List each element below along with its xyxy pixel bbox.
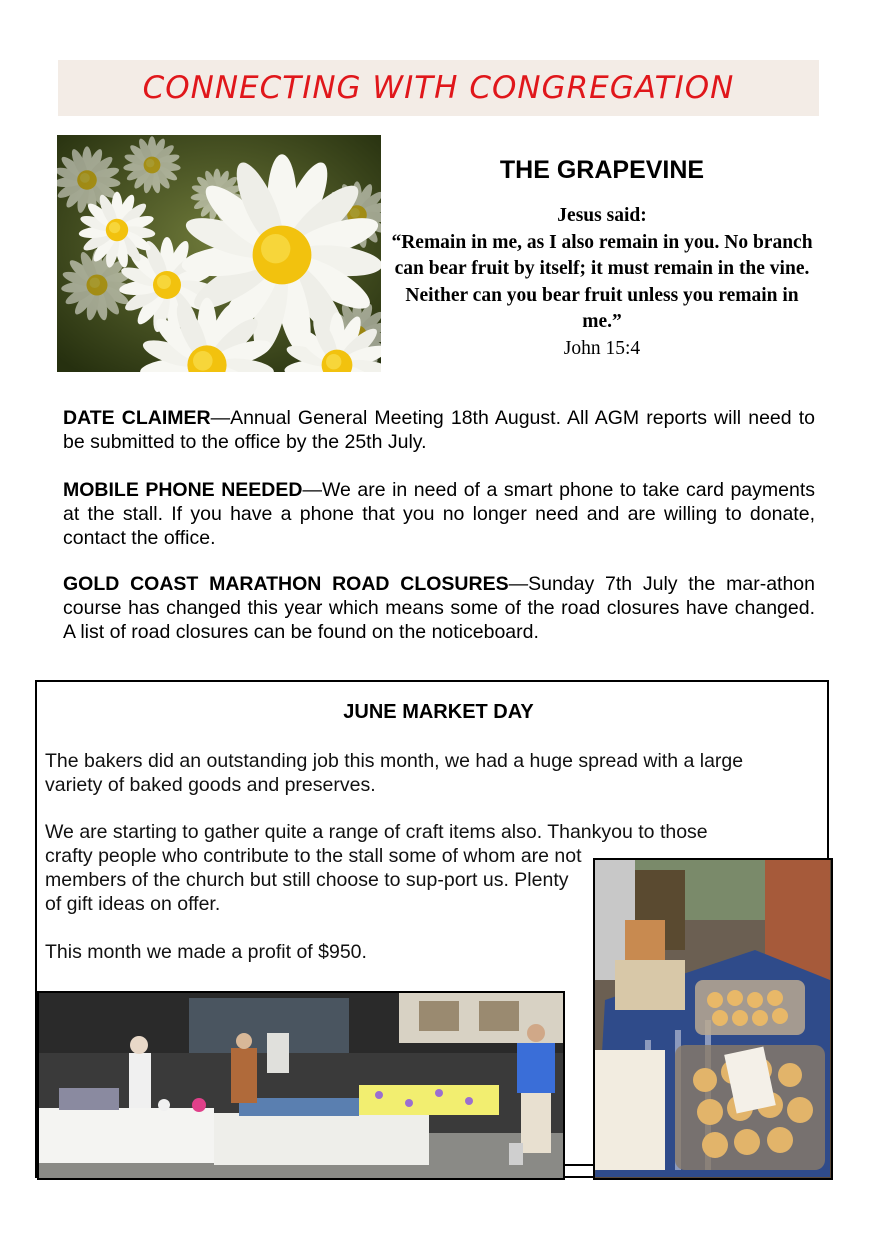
- photo-connector-line: [565, 1164, 595, 1166]
- market-paragraph-craft-line1: We are starting to gather quite a range of craft items also. Thankyou to those: [45, 821, 708, 843]
- quote-reference: John 15:4: [563, 337, 641, 359]
- banner-title: CONNECTING WITH CONGREGATION: [142, 70, 735, 106]
- daisy-illustration: [57, 135, 381, 372]
- notice-heading: GOLD COAST MARATHON ROAD CLOSURES: [63, 573, 509, 595]
- baked-goods-illustration: [595, 860, 830, 1177]
- market-stall-photo: [37, 991, 565, 1180]
- market-paragraph-craft-rest: crafty people who contribute to the stall some of whom are not members of the church but still choose to sup-port us. Plenty of gift ideas on offer.: [45, 845, 582, 915]
- notice-heading: DATE CLAIMER: [63, 407, 211, 429]
- notice-mobile-phone: [63, 478, 815, 550]
- quote-text: “Remain in me, as I also remain in you. No branch can bear fruit by itself; it must remain in the vine. Neither can you bear fruit unless you remain in me.”: [391, 231, 813, 332]
- notice-body: —Annual General Meeting 18th August. All AGM reports will need to be submitted to the office by the 25th July.: [63, 407, 815, 453]
- market-title: JUNE MARKET DAY: [343, 701, 534, 723]
- daisy-photo: [57, 135, 381, 372]
- baked-goods-photo: [593, 858, 833, 1180]
- market-paragraph-bakers: The bakers did an outstanding job this month, we had a huge spread with a large variety of baked goods and preserves.: [45, 750, 744, 796]
- notice-body: —Sunday 7th July the mar-athon course has changed this year which means some of the road closures have changed. A list of road closures can be found on the noticeboard.: [63, 573, 815, 643]
- quote-intro: Jesus said:: [557, 205, 647, 226]
- notice-road-closures: [63, 572, 815, 644]
- market-paragraph-profit: This month we made a profit of $950.: [45, 941, 367, 963]
- notice-heading: MOBILE PHONE NEEDED: [63, 479, 303, 501]
- market-stall-illustration: [39, 993, 563, 1178]
- notice-body: —We are in need of a smart phone to take card payments at the stall. If you have a phone that you no longer need and are willing to donate, contact the office.: [63, 479, 815, 549]
- scripture-quote: [390, 203, 814, 362]
- grapevine-title: THE GRAPEVINE: [499, 156, 705, 184]
- notice-date-claimer: [63, 406, 815, 454]
- header-banner: [58, 60, 819, 116]
